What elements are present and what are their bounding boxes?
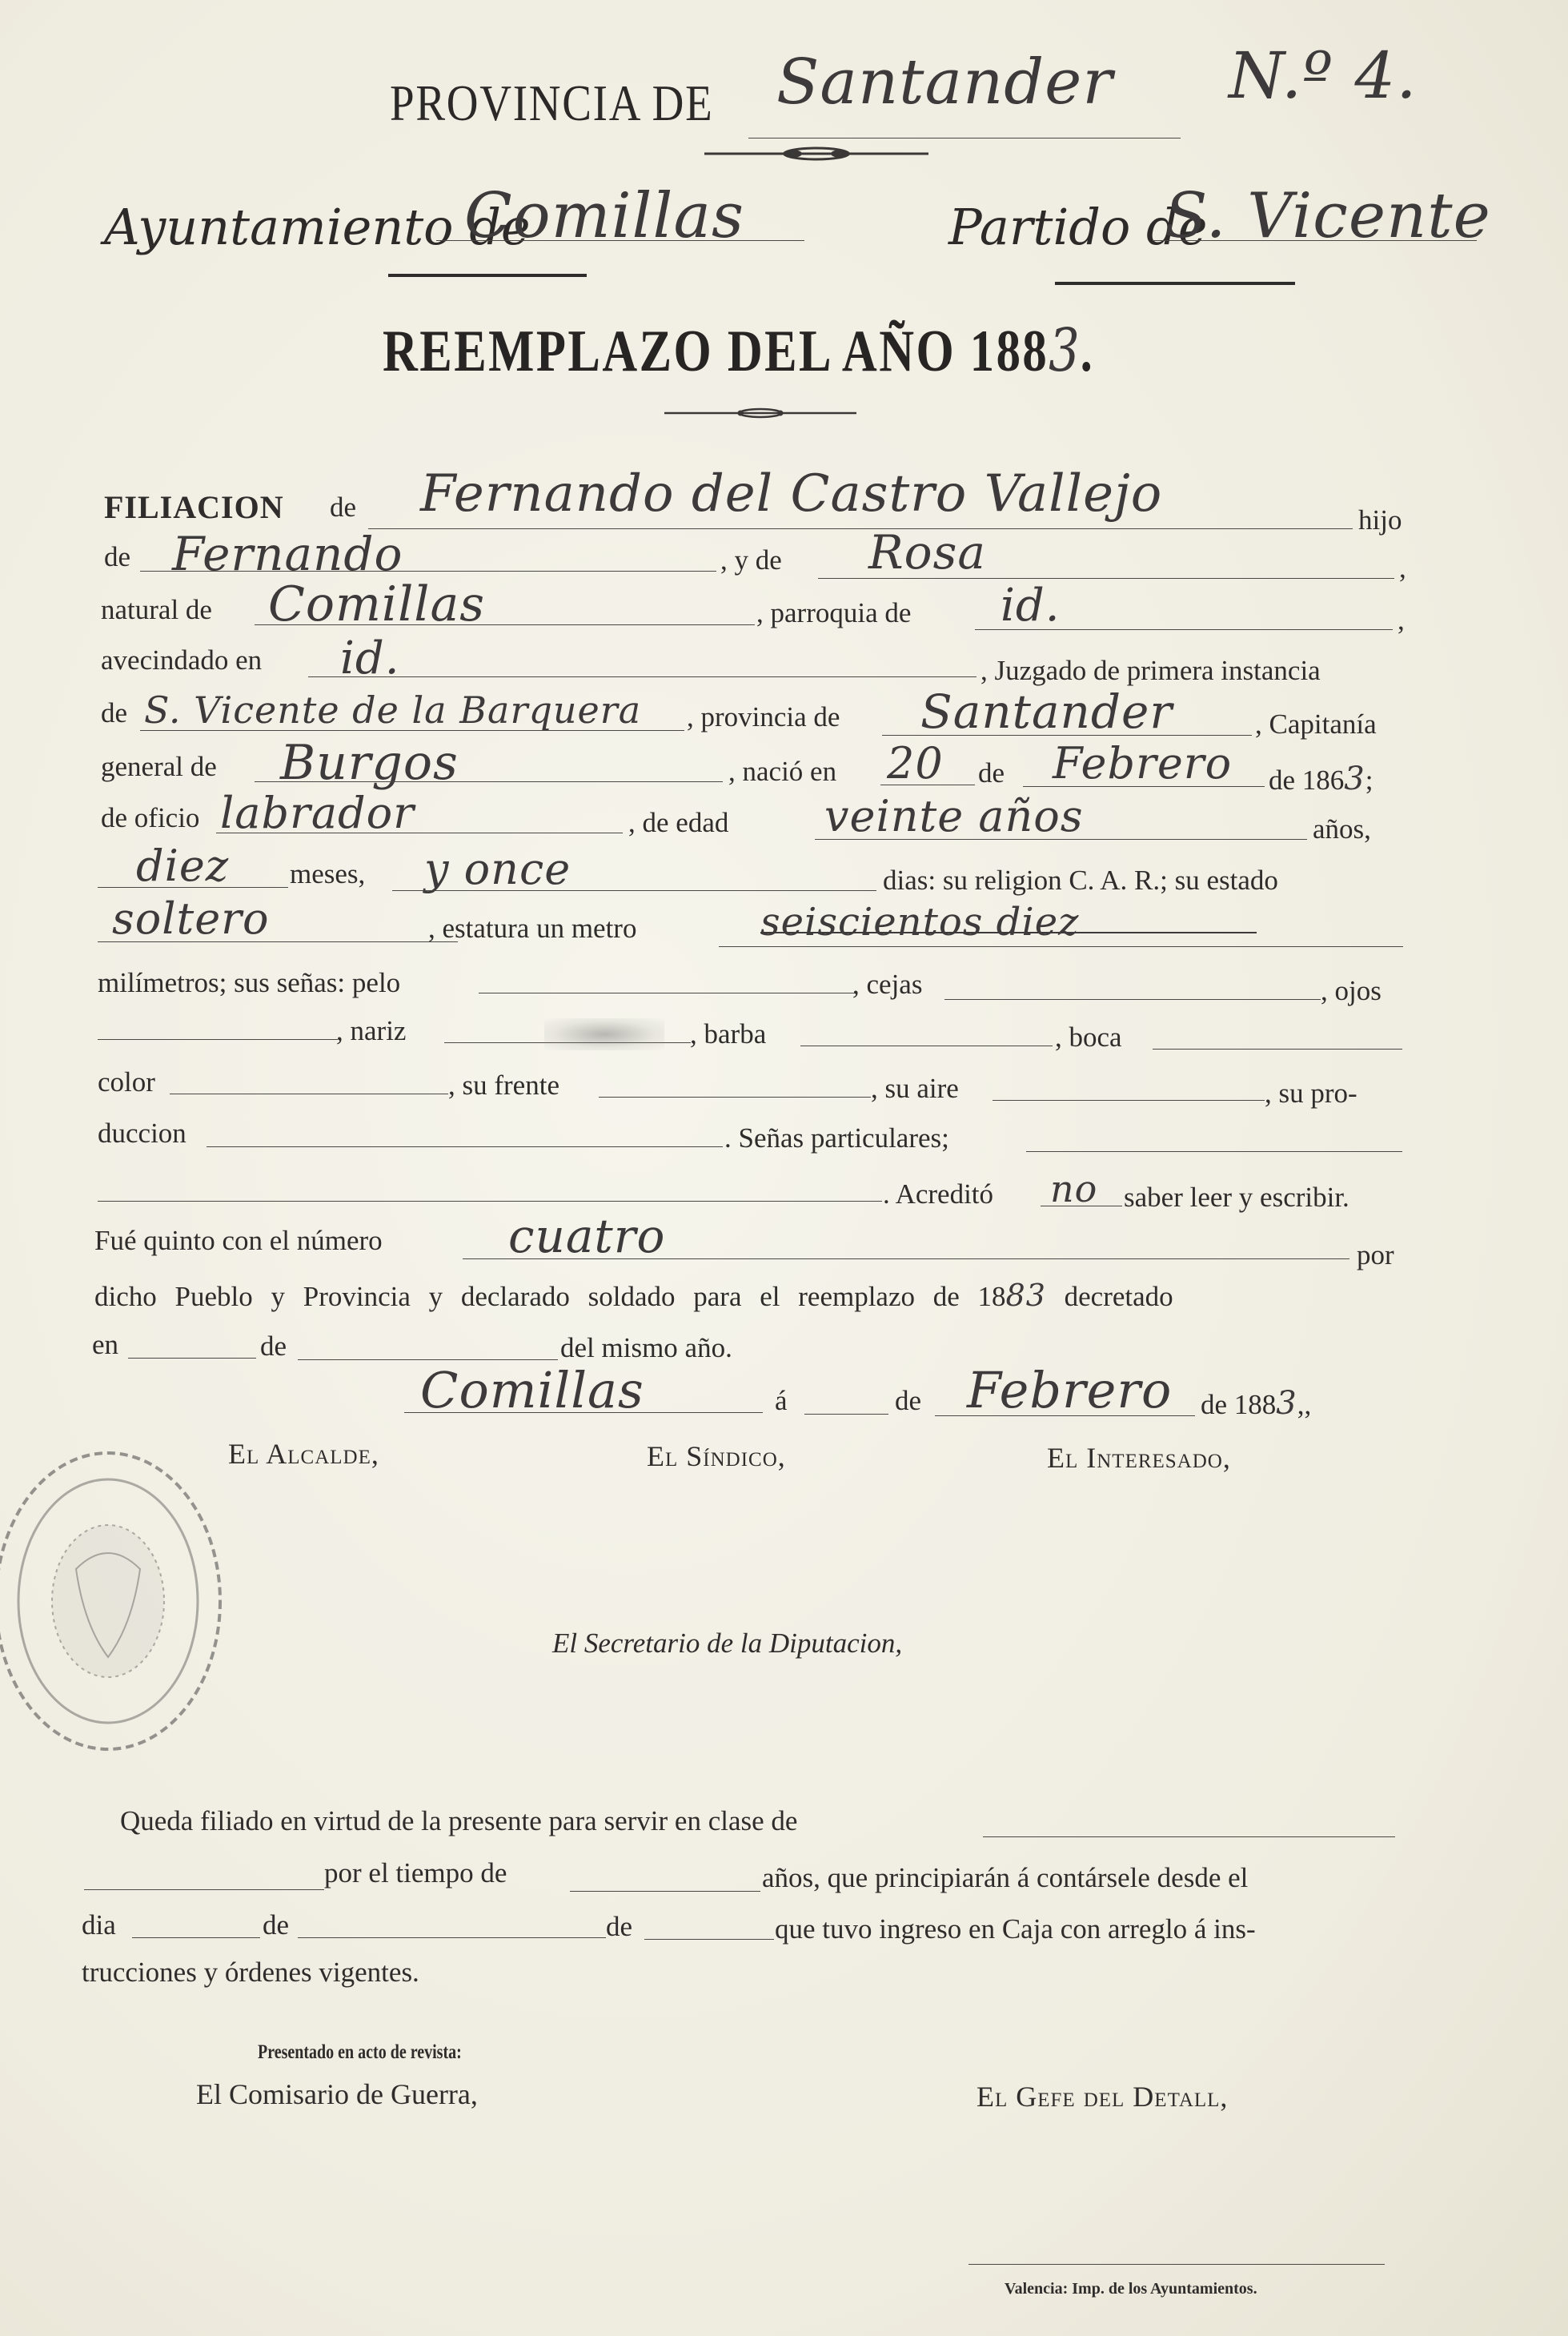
label-capitania: , Capitanía [1255, 708, 1377, 740]
label-barba: , barba [690, 1018, 767, 1050]
label-boca: , boca [1055, 1021, 1122, 1053]
tiempo-underline [570, 1891, 760, 1892]
label-por: por [1357, 1239, 1394, 1270]
label-fue-quinto: Fué quinto con el número [94, 1225, 383, 1256]
label-de-oficio: de oficio [101, 802, 200, 833]
quinto-value: cuatro [508, 1209, 666, 1263]
dia-firma-underline [804, 1414, 888, 1415]
estado-value: soltero [112, 893, 270, 944]
fecha-anio-digit: 3 [1276, 1385, 1297, 1422]
label-de-6: de [895, 1385, 922, 1416]
comma: , [1398, 604, 1405, 636]
clase-underline-2 [84, 1889, 324, 1890]
label-general-de: general de [101, 751, 217, 782]
mes-nacimiento-underline [1023, 786, 1265, 787]
label-de-b: de [606, 1911, 633, 1942]
padre-underline [140, 571, 716, 572]
parroquia-value: id. [1001, 580, 1061, 632]
edad-value: veinte años [824, 791, 1084, 841]
meses-underline [98, 887, 288, 888]
nombre-underline [368, 528, 1353, 529]
general-value: Burgos [280, 735, 459, 791]
produccion-underline [207, 1146, 723, 1147]
label-estatura: , estatura un metro [428, 913, 637, 944]
fecha-mes-value: Febrero [967, 1361, 1173, 1419]
mes-nacimiento-value: Febrero [1053, 738, 1233, 789]
estatura-strikethrough [760, 932, 1257, 933]
edad-underline [815, 839, 1307, 840]
nombre-value: Fernando del Castro Vallejo [420, 464, 1163, 524]
gefe-label: El Gefe del Detall, [976, 2081, 1229, 2113]
ayuntamiento-value: Comillas [464, 180, 744, 252]
ornament-divider [704, 146, 928, 162]
provincia-label: PROVINCIA DE [390, 74, 714, 131]
ink-smudge [544, 1018, 664, 1050]
label-y-de: , y de [720, 544, 782, 576]
document-number: N.º 4. [1229, 38, 1418, 113]
label-a: á [775, 1385, 788, 1416]
label-senas-particulares: . Señas particulares; [724, 1122, 949, 1154]
juzgado-underline [140, 730, 684, 731]
label-anos-que: años, que principiarán á contársele desde el [762, 1862, 1249, 1893]
senas-underline-1 [1026, 1151, 1402, 1152]
estatura-underline [719, 946, 1403, 947]
label-dias-religion: dias: su religion C. A. R.; su estado [883, 865, 1278, 896]
reemplazo-title: REEMPLAZO DEL AÑO 1883. [383, 316, 1095, 385]
parroquia-underline [975, 629, 1393, 630]
natural-value: Comillas [268, 576, 486, 632]
madre-value: Rosa [868, 525, 986, 580]
label-avecindado-en: avecindado en [101, 644, 263, 676]
dias-underline [392, 890, 876, 891]
label-de: de [330, 492, 357, 523]
label-de-a: de [263, 1909, 290, 1941]
interesado-label: El Interesado, [1047, 1442, 1231, 1474]
label-del-mismo-ano: del mismo año. [560, 1332, 732, 1363]
imprint-rule [968, 2264, 1385, 2265]
lugar-value: Comillas [420, 1361, 644, 1419]
queda-filiado-text: Queda filiado en virtud de la presente para servir en clase de [120, 1805, 798, 1836]
provincia-value: Santander [776, 46, 1113, 118]
label-cejas: , cejas [852, 969, 923, 1000]
reemplazo-year-digit: 3 [1049, 316, 1081, 385]
estatura-value: seiscientos diez [760, 900, 1080, 945]
en-de-underline [298, 1359, 558, 1360]
ojos-underline [98, 1039, 338, 1040]
label-trucciones: trucciones y órdenes vigentes. [82, 1957, 419, 1988]
label-su-aire: , su aire [871, 1073, 959, 1104]
comisario-label: El Comisario de Guerra, [196, 2078, 478, 2110]
partido-label: Partido de [948, 198, 1208, 256]
label-de-4: de [978, 757, 1005, 789]
label-duccion: duccion [98, 1118, 186, 1149]
label-parroquia-de: , parroquia de [756, 597, 912, 628]
madre-underline [818, 578, 1394, 579]
label-nacio-en: , nació en [728, 756, 837, 787]
label-natural-de: natural de [101, 594, 212, 625]
fecha-anio: de 1883,, [1201, 1385, 1312, 1422]
dicho-pueblo-line: dicho Pueblo y Provincia y declarado soldado para el reemplazo de 1883 decretado [94, 1278, 1173, 1313]
acredito-value: no [1050, 1167, 1098, 1210]
title-ornament [664, 407, 856, 419]
estado-underline [98, 941, 458, 942]
mes-underline [298, 1937, 606, 1938]
fecha-mes-underline [935, 1415, 1195, 1416]
frente-underline [599, 1097, 871, 1098]
label-por-el-tiempo: por el tiempo de [324, 1857, 507, 1888]
imprint-text: Valencia: Imp. de los Ayuntamientos. [1005, 2280, 1257, 2298]
meses-value: diez [136, 841, 230, 891]
sindico-label: El Síndico, [647, 1440, 786, 1472]
label-anos: años, [1313, 813, 1371, 845]
alcalde-label: El Alcalde, [228, 1438, 379, 1470]
label-que-tuvo: que tuvo ingreso en Caja con arreglo á ins- [775, 1913, 1256, 1945]
senas-underline-2 [98, 1201, 882, 1202]
dia-underline [132, 1937, 260, 1938]
label-milimetros-pelo: milímetros; sus señas: pelo [98, 967, 401, 998]
label-su-frente: , su frente [448, 1070, 559, 1101]
label-de-3: de [101, 697, 128, 728]
presentado-label: Presentado en acto de revista: [258, 2041, 462, 2063]
provincia-nat-value: Santander [920, 684, 1173, 739]
avecindado-underline [308, 676, 976, 677]
cejas-underline [944, 999, 1321, 1000]
official-seal-stamp [0, 1433, 240, 1769]
partido-rule [1055, 282, 1295, 285]
quinto-underline [463, 1258, 1349, 1259]
secretario-label: El Secretario de la Diputacion, [552, 1628, 903, 1659]
boca-underline [1153, 1049, 1402, 1050]
label-hijo: hijo [1358, 504, 1402, 536]
reemplazo-digits: 83 [1005, 1278, 1046, 1313]
label-meses: meses, [290, 858, 366, 889]
general-underline [255, 781, 723, 782]
label-saber-leer: saber leer y escribir. [1124, 1182, 1349, 1213]
label-su-pro: , su pro- [1265, 1078, 1357, 1109]
ayuntamiento-label: Ayuntamiento de [104, 198, 531, 256]
dias-value: y once [424, 844, 571, 894]
dia-nacimiento-value: 20 [887, 738, 944, 789]
partido-underline [1153, 240, 1477, 241]
partido-value: S. Vicente [1165, 180, 1491, 252]
juzgado-value: S. Vicente de la Barquera [144, 688, 642, 732]
anio-underline [644, 1939, 774, 1940]
label-en: en [92, 1329, 119, 1360]
label-de-edad: , de edad [628, 807, 729, 838]
label-de-5: de [260, 1331, 287, 1362]
anio-nacimiento-digit: 3 [1344, 761, 1365, 797]
label-ojos: , ojos [1321, 975, 1382, 1006]
provincia-nat-underline [882, 735, 1252, 736]
label-nariz: , nariz [336, 1015, 407, 1046]
label-dia: dia [82, 1909, 116, 1941]
oficio-value: labrador [220, 788, 415, 838]
aire-underline [993, 1100, 1265, 1101]
label-provincia-de: , provincia de [687, 701, 840, 733]
comma: , [1399, 552, 1406, 584]
clase-underline [983, 1836, 1395, 1837]
label-de-2: de [104, 541, 131, 572]
lugar-underline [404, 1412, 763, 1413]
label-acredito: . Acreditó [883, 1178, 994, 1210]
natural-underline [255, 624, 755, 625]
anio-nacimiento: de 1863; [1269, 761, 1374, 797]
ayuntamiento-rule [388, 274, 587, 277]
label-juzgado: , Juzgado de primera instancia [981, 655, 1321, 686]
ayuntamiento-underline [436, 240, 804, 241]
avecindado-value: id. [340, 632, 400, 684]
filiacion-label: FILIACION [104, 489, 284, 525]
label-color: color [98, 1066, 155, 1098]
en-underline [128, 1358, 256, 1359]
padre-value: Fernando [172, 527, 403, 581]
